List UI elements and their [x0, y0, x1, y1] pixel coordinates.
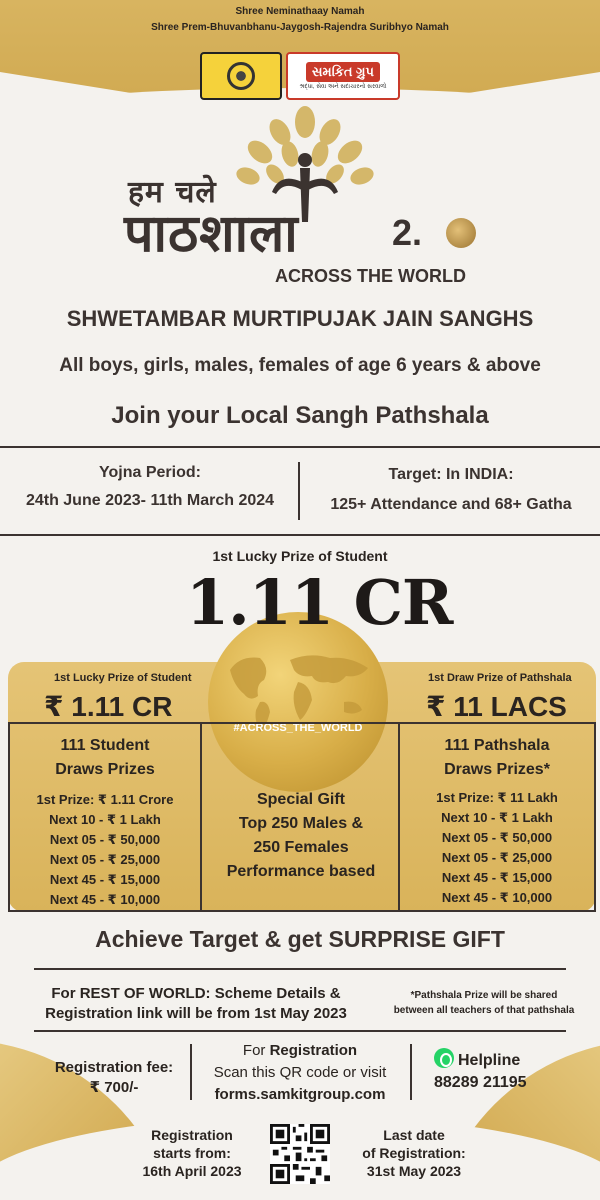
special-gift-line: Performance based	[226, 863, 376, 880]
footnote-line: between all teachers of that pathshala	[393, 1005, 575, 1016]
student-draws-line-2: Draws Prizes	[55, 761, 155, 778]
last-date-value: 31st May 2023	[366, 1163, 462, 1179]
special-gift-line: Top 250 Males &	[238, 815, 364, 832]
logo-text-box	[286, 52, 400, 100]
reg-divider	[190, 1044, 192, 1100]
samkit-group-logo	[200, 52, 400, 100]
registration-fee-label: Registration fee:	[54, 1059, 174, 1076]
list-item: Next 05 - ₹ 50,000	[441, 830, 553, 845]
helpline	[434, 1048, 584, 1094]
registration-url-link[interactable]: forms.samkitgroup.com	[214, 1086, 386, 1103]
sanghs-heading: SHWETAMBAR MURTIPUJAK JAIN SANGHS	[66, 306, 534, 331]
list-item: Next 05 - ₹ 25,000	[441, 850, 553, 865]
pathshala-draws-line-2: Draws Prizes*	[444, 761, 550, 778]
registration-start	[126, 1126, 258, 1180]
pathshala-title: पाठशाला	[124, 203, 299, 264]
for-label: For	[242, 1042, 266, 1059]
globe-dot-icon	[446, 218, 476, 248]
registration-fee	[44, 1058, 184, 1098]
list-item: Next 10 - ₹ 1 Lakh	[441, 810, 553, 825]
pathshala-prize-list	[398, 788, 596, 908]
divider	[34, 968, 566, 970]
student-prize-label: 1st Lucky Prize of Student	[54, 672, 192, 684]
yojna-divider	[298, 462, 300, 520]
rest-of-world-note	[18, 984, 374, 1024]
namah-line-2: Shree Prem-Bhuvanbhanu-Jaygosh-Rajendra Suribhyo Namah	[151, 22, 449, 33]
helpline-number[interactable]: 88289 21195	[434, 1074, 527, 1091]
reg-start-date: 16th April 2023	[142, 1163, 242, 1179]
join-heading: Join your Local Sangh Pathshala	[111, 402, 489, 429]
student-draws-heading	[8, 734, 202, 782]
whatsapp-icon	[434, 1048, 454, 1068]
pathshala-prize-footnote	[378, 988, 590, 1018]
logo-title: સમકિત ગ્રુપ	[306, 62, 380, 82]
reg-divider	[410, 1044, 412, 1100]
achieve-target-heading: Achieve Target & get SURPRISE GIFT	[95, 926, 505, 952]
target-value: 125+ Attendance and 68+ Gatha	[330, 496, 572, 513]
registration-instructions	[196, 1040, 404, 1106]
rest-of-world-line: Registration link will be from 1st May 2023	[45, 1005, 347, 1022]
rest-of-world-line: For REST OF WORLD: Scheme Details &	[51, 985, 341, 1002]
emblem-icon	[200, 52, 282, 100]
list-item: Next 45 - ₹ 10,000	[441, 890, 553, 905]
registration-label: Registration	[269, 1042, 358, 1059]
last-date-line: of Registration:	[362, 1145, 466, 1161]
lucky-prize-label: 1st Lucky Prize of Student	[212, 548, 388, 564]
registration-fee-value: ₹ 700/-	[89, 1079, 139, 1096]
divider	[0, 446, 600, 448]
student-draws-line-1: 111 Student	[60, 737, 150, 754]
list-item: Next 45 - ₹ 15,000	[441, 870, 553, 885]
student-prize-list	[8, 790, 202, 910]
reg-start-line: starts from:	[153, 1145, 231, 1161]
list-item: 1st Prize: ₹ 11 Lakh	[436, 790, 558, 805]
helpline-label: Helpline	[458, 1052, 521, 1069]
pathshala-draws-line-1: 111 Pathshala	[444, 737, 550, 754]
list-item: Next 05 - ₹ 50,000	[49, 832, 161, 847]
student-prize-amount: ₹ 1.11 CR	[44, 691, 173, 722]
across-the-world-hashtag: #ACROSS_THE_WORLD	[233, 722, 363, 734]
list-item: Next 45 - ₹ 15,000	[49, 872, 161, 887]
target-label: Target: In INDIA:	[388, 466, 514, 483]
list-item: Next 45 - ₹ 10,000	[49, 892, 161, 907]
list-item: 1st Prize: ₹ 1.11 Crore	[36, 792, 174, 807]
divider	[0, 534, 600, 536]
special-gift-line: 250 Females	[253, 839, 349, 856]
version-label: 2.	[392, 212, 423, 253]
pathshala-draws-heading	[398, 734, 596, 782]
yojna-period-label: Yojna Period:	[99, 464, 201, 481]
namah-line-1: Shree Neminathaay Namah	[235, 6, 365, 17]
list-item: Next 10 - ₹ 1 Lakh	[49, 812, 161, 827]
special-gift-text	[204, 788, 398, 884]
last-date	[348, 1126, 480, 1180]
registration-qr-code[interactable]	[270, 1124, 330, 1184]
big-prize-amount: 1.11 CR	[186, 566, 453, 639]
scan-qr-text: Scan this QR code or visit	[213, 1064, 387, 1081]
yojna-period-value: 24th June 2023- 11th March 2024	[25, 492, 275, 509]
logo-tagline: શ્રદ્ધા, સેવા અને સદાચારનો સરવાળો	[299, 83, 387, 90]
last-date-line: Last date	[383, 1127, 445, 1143]
pathshala-prize-amount: ₹ 11 LACS	[426, 691, 567, 722]
age-eligibility: All boys, girls, males, females of age 6 years & above	[59, 355, 541, 376]
list-item: Next 05 - ₹ 25,000	[49, 852, 161, 867]
hum-chale-title: हम चले	[128, 175, 217, 210]
footnote-line: *Pathshala Prize will be shared	[410, 990, 558, 1001]
divider	[34, 1030, 566, 1032]
special-gift-line: Special Gift	[256, 791, 346, 808]
reg-start-line: Registration	[151, 1127, 233, 1143]
across-the-world-label: ACROSS THE WORLD	[275, 266, 466, 286]
pathshala-prize-label: 1st Draw Prize of Pathshala	[428, 672, 572, 684]
